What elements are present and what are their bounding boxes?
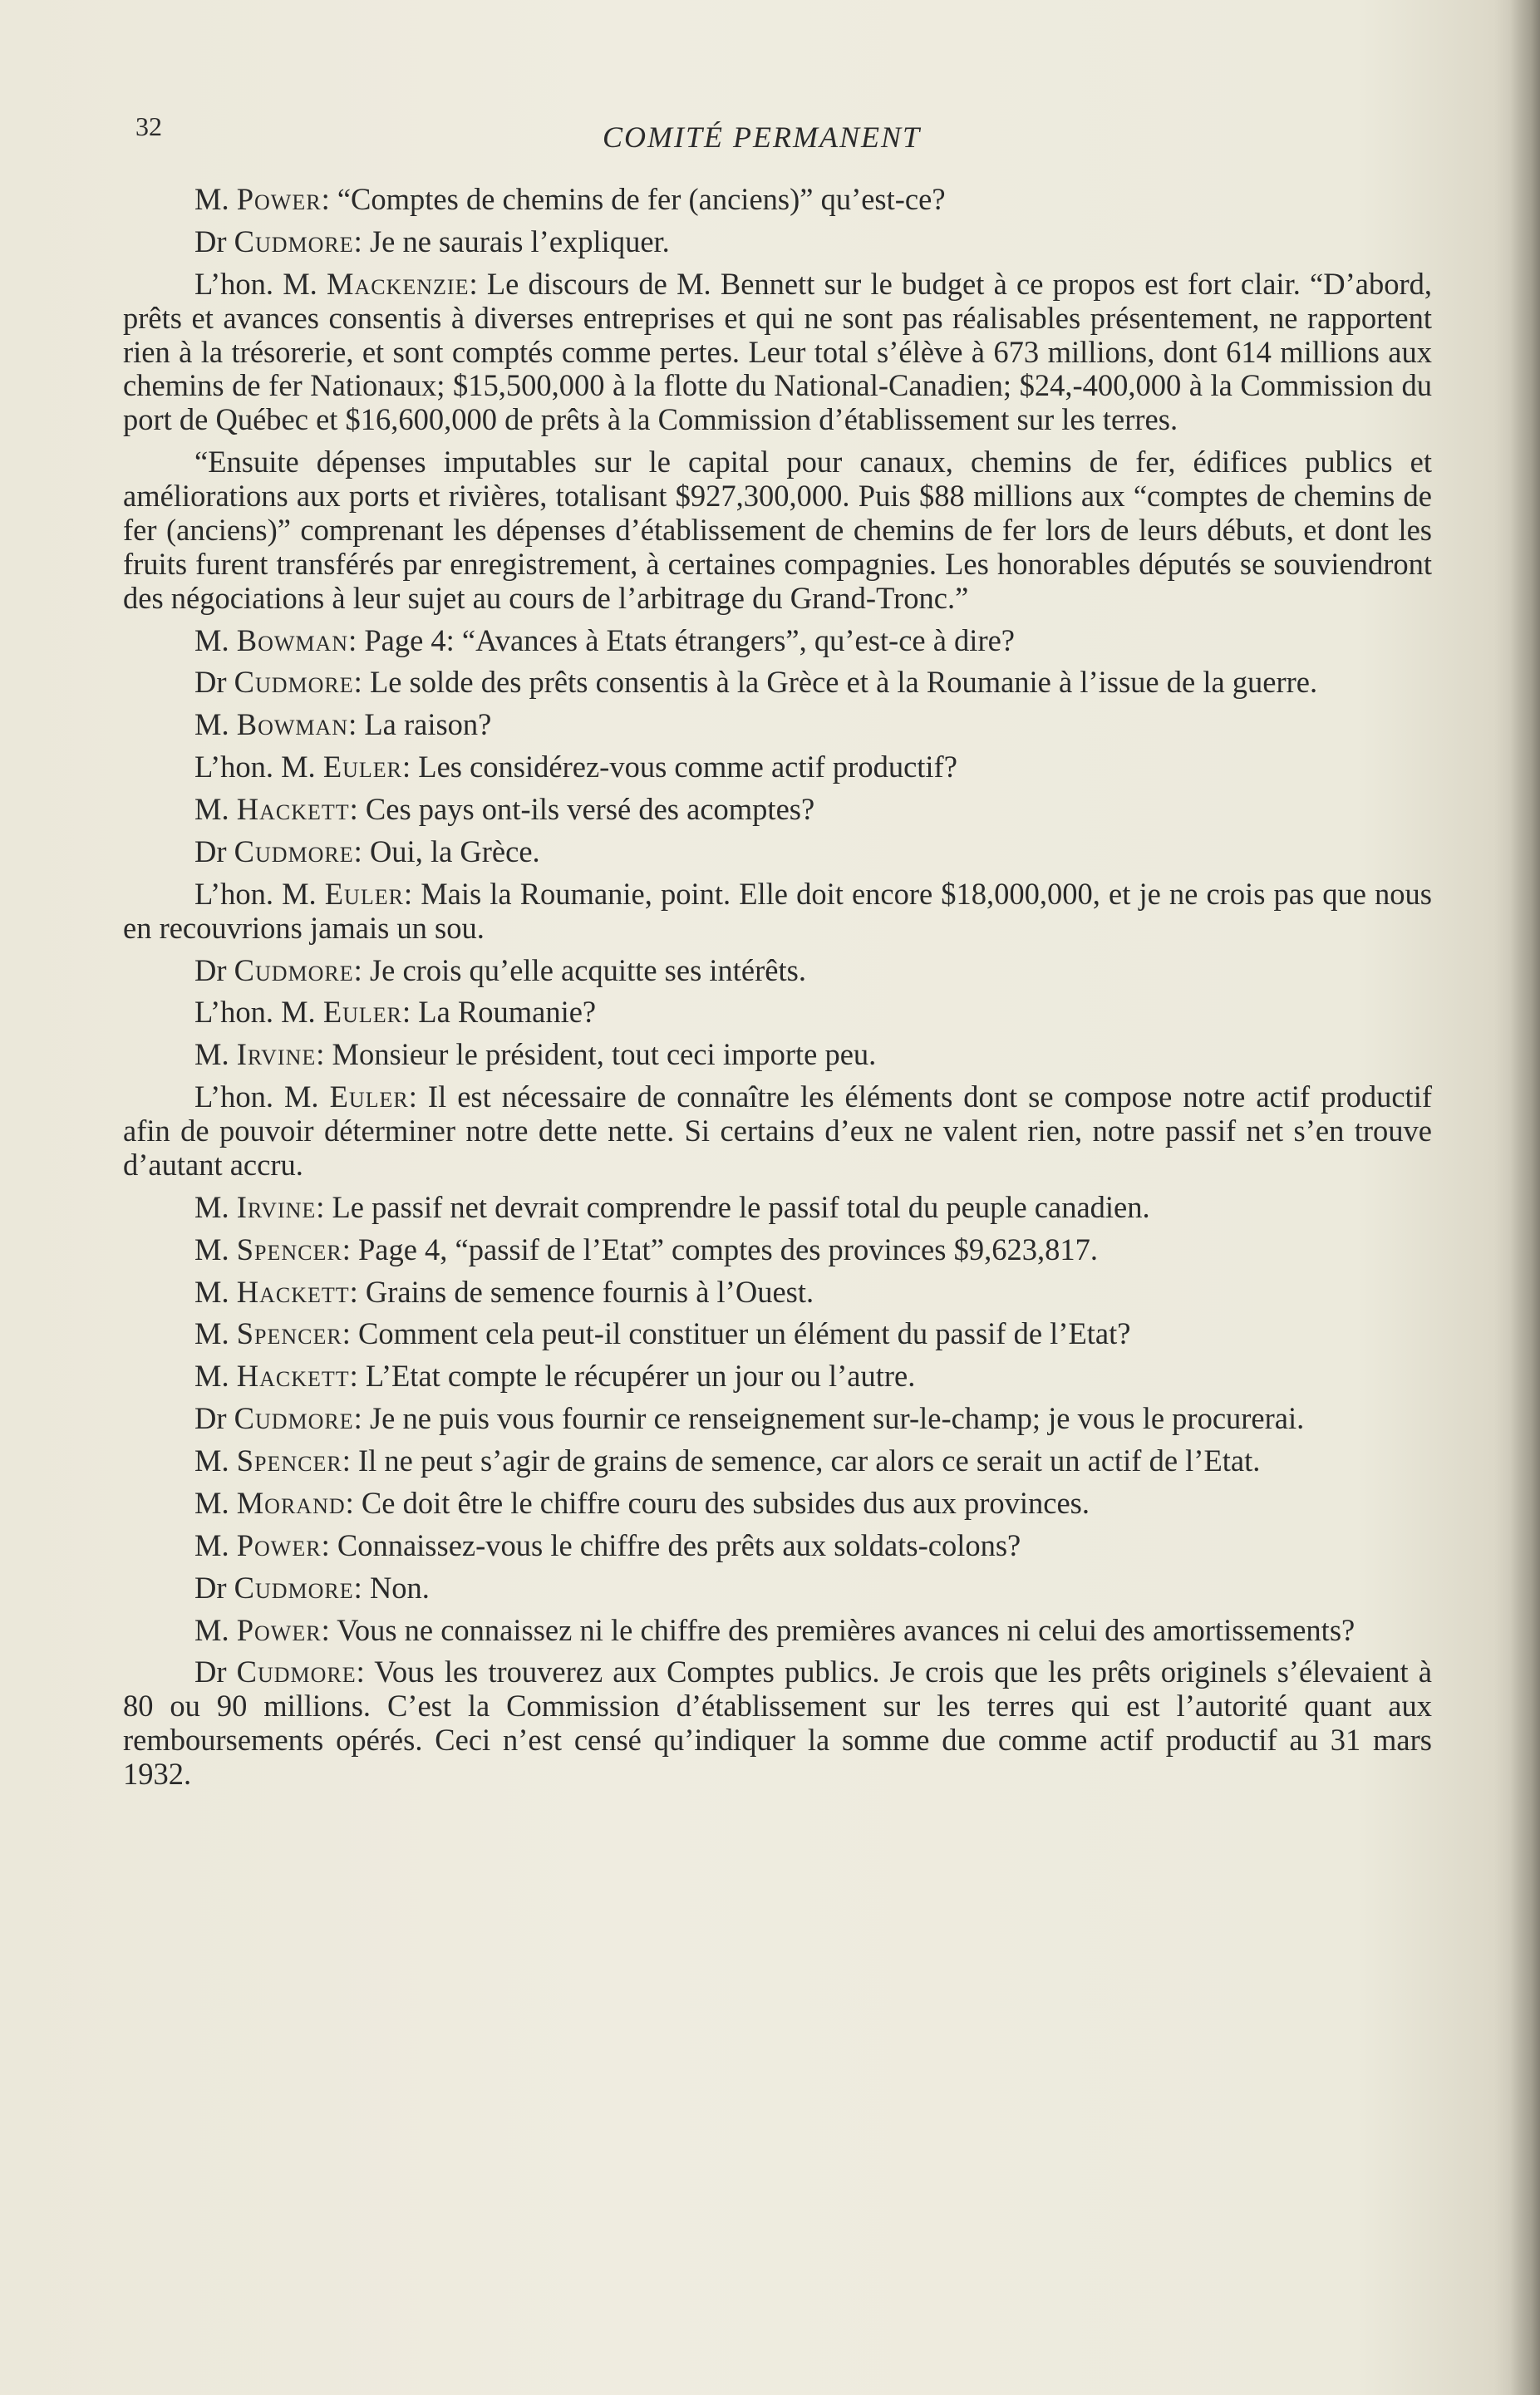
transcript-paragraph: Dr Cudmore: Je crois qu’elle acquitte ses intérêts. — [194, 952, 806, 987]
speaker-name: Spencer — [236, 1232, 342, 1266]
speaker-name: Euler — [329, 1079, 409, 1114]
speaker-title: M. — [194, 1189, 229, 1224]
speaker-name: Cudmore — [234, 665, 354, 700]
transcript-paragraph: L’hon. M. Euler: La Roumanie? — [194, 995, 597, 1030]
transcript-paragraph: M. Spencer: Page 4, “passif de l’Etat” comptes des provinces $9,623,817. — [194, 1232, 1098, 1266]
speaker-title: M. — [194, 1037, 229, 1072]
transcript-paragraph: M. Irvine: Le passif net devrait comprendre le passif total du peuple canadien. — [194, 1189, 1150, 1224]
speaker-title: L’hon. M. — [194, 1079, 319, 1114]
speaker-title: Dr — [194, 1401, 227, 1436]
speaker-name: Mackenzie — [327, 266, 470, 301]
speaker-title: L’hon. M. — [194, 750, 316, 784]
transcript-paragraph: L’hon. M. Mackenzie: Le discours de M. Bennett sur le budget à ce propos est fort clair. “D’abord, prêts et avances consentis à diverses entreprises et qui ne sont pas réalisables présentement, ne rapportent rien à la trésorerie, et sont comptés comme pertes. Leur total s’élève à 673 millions, dont 614 millions aux chemins de fer Nationaux; $15,500,000 à la flotte du National-Canadien; $24,-400,000 à la Commission du port de Québec et $16,600,000 de prêts à la Commission d’établissement sur les terres. — [123, 266, 1433, 437]
paragraph-text: Oui, la Grèce. — [369, 834, 540, 868]
paragraph-text: Ces pays ont-ils versé des acomptes? — [365, 792, 815, 826]
speaker-name: Bowman — [236, 707, 349, 742]
paragraph-text: La Roumanie? — [418, 995, 597, 1030]
transcript-paragraph: Dr Cudmore: Je ne saurais l’expliquer. — [194, 224, 670, 258]
page-number: 32 — [135, 111, 162, 141]
transcript-paragraph: M. Bowman: Page 4: “Avances à Etats étrangers”, qu’est-ce à dire? — [194, 622, 1016, 657]
paragraph-text: Il est nécessaire de connaître les éléments dont se compose notre actif productif afin de pouvoir déterminer notre dette nette. Si certains d’eux ne valent rien, notre passif net s’en trouve d’autant accru. — [123, 1079, 1432, 1182]
paragraph-text: Comment cela peut-il constituer un élément du passif de l’Etat? — [357, 1316, 1131, 1351]
speaker-title: M. — [194, 1485, 229, 1520]
transcript-paragraph: Dr Cudmore: Le solde des prêts consentis à la Grèce et à la Roumanie à l’issue de la guerre. — [194, 665, 1318, 700]
speaker-name: Spencer — [236, 1316, 342, 1351]
speaker-name: Cudmore — [234, 834, 354, 868]
paragraph-text: Je ne puis vous fournir ce renseignement sur-le-champ; je vous le procurerai. — [369, 1401, 1305, 1436]
speaker-name: Power — [236, 1527, 322, 1562]
speaker-title: M. — [194, 1359, 229, 1394]
speaker-title: Dr — [194, 834, 227, 868]
speaker-name: Power — [236, 182, 322, 216]
speaker-title: Dr — [194, 224, 227, 258]
paragraph-text: Page 4, “passif de l’Etat” comptes des provinces $9,623,817. — [357, 1232, 1098, 1266]
paragraph-text: Le discours de M. Bennett sur le budget à ce propos est fort clair. “D’abord, prêts et avances consentis à diverses entreprises et qui ne sont pas réalisables présentement, ne rapportent rien à la trésorerie, et sont comptés comme pertes. Leur total s’élève à 673 millions, dont 614 millions aux chemins de fer Nationaux; $15,500,000 à la flotte du National-Canadien; $24,-400,000 à la Commission du port de Québec et $16,600,000 de prêts à la Commission d’établissement sur les terres. — [123, 266, 1433, 437]
speaker-name: Cudmore — [234, 1401, 354, 1436]
speaker-name: Euler — [324, 876, 404, 911]
speaker-name: Irvine — [236, 1189, 317, 1224]
speaker-title: L’hon. M. — [194, 876, 317, 911]
speaker-name: Cudmore — [234, 952, 354, 987]
transcript-paragraph: L’hon. M. Euler: Les considérez-vous comme actif productif? — [194, 750, 957, 784]
paragraph-text: Il ne peut s’agir de grains de semence, car alors ce serait un actif de l’Etat. — [357, 1443, 1261, 1478]
running-head — [129, 110, 1425, 160]
transcript-paragraph — [123, 445, 1432, 615]
transcript-paragraph: Dr Cudmore: Je ne puis vous fournir ce renseignement sur-le-champ; je vous le procurerai. — [194, 1401, 1305, 1436]
transcript-body — [123, 183, 1432, 1800]
speaker-title: M. — [194, 622, 229, 657]
paragraph-text: Je crois qu’elle acquitte ses intérêts. — [369, 952, 806, 987]
speaker-name: Euler — [322, 995, 402, 1030]
transcript-paragraph: M. Spencer: Comment cela peut-il constituer un élément du passif de l’Etat? — [194, 1316, 1131, 1351]
paragraph-text: Non. — [369, 1570, 430, 1605]
speaker-title: M. — [194, 1443, 229, 1478]
transcript-paragraph: M. Bowman: La raison? — [194, 707, 492, 742]
transcript-paragraph: L’hon. M. Euler: Mais la Roumanie, point. Elle doit encore $18,000,000, et je ne crois pas que nous en recouvrions jamais un sou. — [123, 876, 1432, 945]
speaker-title: Dr — [194, 952, 227, 987]
speaker-name: Cudmore — [236, 1655, 357, 1689]
paragraph-text: Ce doit être le chiffre couru des subsides dus aux provinces. — [361, 1485, 1090, 1520]
paragraph-text: Le passif net devrait comprendre le passif total du peuple canadien. — [332, 1189, 1150, 1224]
speaker-title: L’hon. M. — [194, 995, 316, 1030]
transcript-paragraph: M. Hackett: Grains de semence fournis à l’Ouest. — [194, 1274, 814, 1309]
speaker-name: Morand — [236, 1485, 346, 1520]
transcript-paragraph: M. Power: Connaissez-vous le chiffre des prêts aux soldats-colons? — [194, 1527, 1021, 1562]
paragraph-text: L’Etat compte le récupérer un jour ou l’autre. — [365, 1359, 916, 1394]
transcript-paragraph: M. Hackett: L’Etat compte le récupérer un jour ou l’autre. — [194, 1359, 916, 1394]
speaker-title: L’hon. M. — [194, 266, 317, 301]
speaker-title: M. — [194, 792, 229, 826]
speaker-name: Cudmore — [234, 224, 354, 258]
speaker-title: M. — [194, 1316, 229, 1351]
speaker-title: M. — [194, 1232, 229, 1266]
speaker-name: Euler — [322, 750, 402, 784]
paragraph-text: Vous les trouverez aux Comptes publics. Je crois que les prêts originels s’élevaient à 80 ou 90 millions. C’est la Commission d’établissement sur les terres qui est l’autorité quant aux remboursements opérés. Ceci n’est censé qu’indiquer la somme due comme actif productif au 31 mars 1932. — [123, 1655, 1432, 1791]
header-title: COMITÉ PERMANENT — [603, 120, 921, 154]
paragraph-text: Vous ne connaissez ni le chiffre des premières avances ni celui des amortissements? — [337, 1612, 1355, 1647]
speaker-title: M. — [194, 1527, 229, 1562]
speaker-name: Power — [236, 1612, 322, 1647]
speaker-title: M. — [194, 182, 229, 216]
transcript-paragraph: M. Spencer: Il ne peut s’agir de grains de semence, car alors ce serait un actif de l’Etat. — [194, 1443, 1261, 1478]
transcript-paragraph: M. Irvine: Monsieur le président, tout ceci importe peu. — [194, 1037, 877, 1072]
paragraph-text: Le solde des prêts consentis à la Grèce et à la Roumanie à l’issue de la guerre. — [369, 665, 1318, 700]
transcript-paragraph: M. Power: Vous ne connaissez ni le chiffre des premières avances ni celui des amortissements? — [194, 1612, 1355, 1647]
transcript-paragraph: Dr Cudmore: Oui, la Grèce. — [194, 834, 540, 868]
transcript-paragraph: M. Hackett: Ces pays ont-ils versé des acomptes? — [194, 792, 815, 826]
speaker-title: Dr — [194, 665, 227, 700]
speaker-title: Dr — [194, 1570, 227, 1605]
speaker-name: Irvine — [236, 1037, 317, 1072]
binding-shadow — [1510, 0, 1540, 2395]
speaker-title: M. — [194, 1274, 229, 1309]
speaker-name: Hackett — [236, 792, 350, 826]
paragraph-text: Monsieur le président, tout ceci importe peu. — [332, 1037, 877, 1072]
transcript-paragraph: Dr Cudmore: Non. — [194, 1570, 430, 1605]
paragraph-text: Mais la Roumanie, point. Elle doit encore $18,000,000, et je ne crois pas que nous en recouvrions jamais un sou. — [123, 876, 1432, 945]
speaker-name: Bowman — [236, 622, 349, 657]
speaker-name: Spencer — [236, 1443, 342, 1478]
paragraph-text: Les considérez-vous comme actif productif? — [418, 750, 957, 784]
speaker-name: Cudmore — [234, 1570, 354, 1605]
speaker-name: Hackett — [236, 1274, 350, 1309]
paragraph-text: Grains de semence fournis à l’Ouest. — [365, 1274, 814, 1309]
paragraph-text: Connaissez-vous le chiffre des prêts aux soldats-colons? — [337, 1527, 1021, 1562]
speaker-title: M. — [194, 1612, 229, 1647]
transcript-paragraph: Dr Cudmore: Vous les trouverez aux Comptes publics. Je crois que les prêts originels s’élevaient à 80 ou 90 millions. C’est la Commission d’établissement sur les terres qui est l’autorité quant aux remboursements opérés. Ceci n’est censé qu’indiquer la somme due comme actif productif au 31 mars 1932. — [123, 1655, 1432, 1791]
paragraph-text: “Comptes de chemins de fer (anciens)” qu’est-ce? — [337, 182, 946, 216]
paragraph-text: La raison? — [364, 707, 492, 742]
paragraph-text: “Ensuite dépenses imputables sur le capital pour canaux, chemins de fer, édifices publics et améliorations aux ports et rivières, totalisant $927,300,000. Puis $88 millions aux “comptes de chemins de fer (anciens)” comprenant les dépenses d’établissement de chemins de fer lors de leurs débuts, et dont les fruits furent transférés par enregistrement, à certaines compagnies. Les honorables députés se souviendront des négociations à leur sujet au cours de l’arbitrage du Grand-Tronc.” — [123, 445, 1432, 615]
speaker-title: Dr — [194, 1655, 227, 1689]
transcript-paragraph: M. Morand: Ce doit être le chiffre couru des subsides dus aux provinces. — [194, 1485, 1090, 1520]
speaker-name: Hackett — [236, 1359, 350, 1394]
paragraph-text: Je ne saurais l’expliquer. — [369, 224, 670, 258]
paragraph-text: Page 4: “Avances à Etats étrangers”, qu’est-ce à dire? — [364, 622, 1016, 657]
speaker-title: M. — [194, 707, 229, 742]
transcript-paragraph: L’hon. M. Euler: Il est nécessaire de connaître les éléments dont se compose notre actif productif afin de pouvoir déterminer notre dette nette. Si certains d’eux ne valent rien, notre passif net s’en trouve d’autant accru. — [123, 1079, 1432, 1182]
transcript-paragraph: M. Power: “Comptes de chemins de fer (anciens)” qu’est-ce? — [194, 182, 946, 216]
